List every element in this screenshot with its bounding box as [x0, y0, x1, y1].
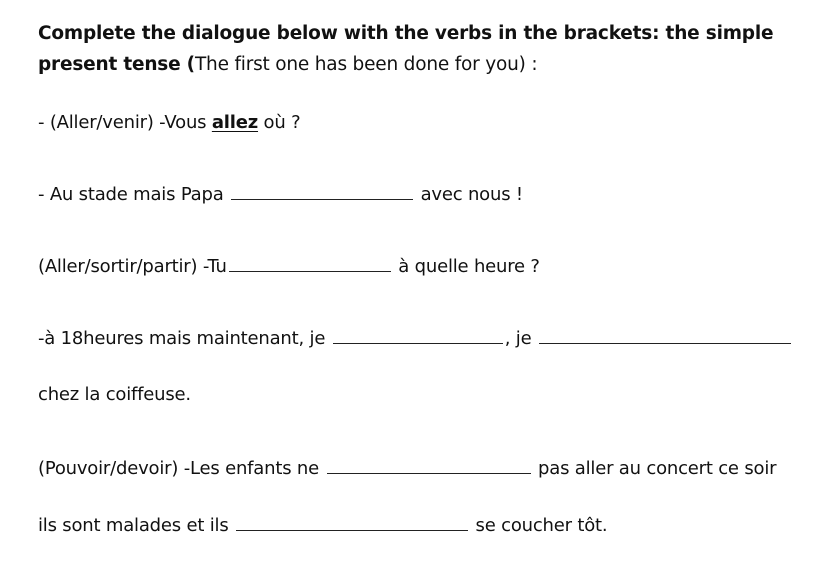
dialogue-line-2: [38, 181, 523, 207]
line2-prefix: - Au stade mais Papa: [38, 184, 230, 205]
line3-prefix: (Aller/sortir/partir) -Tu: [38, 256, 227, 277]
dialogue-line-6: [38, 455, 776, 481]
blank-line-6[interactable]: [327, 455, 531, 474]
line7-suffix: se coucher tôt.: [470, 515, 608, 536]
example-answer: allez: [211, 112, 259, 133]
instruction-bold-text: present tense (: [38, 54, 195, 75]
line6-suffix: pas aller au concert ce soir: [532, 458, 777, 479]
instruction-rest-text: The first one has been done for you) :: [194, 54, 538, 75]
instruction-text-1: Complete the dialogue below with the verbs in the brackets: the simple: [38, 23, 774, 44]
dialogue-line-5: [38, 383, 191, 407]
blank-line-4a[interactable]: [333, 325, 503, 344]
line7-prefix: ils sont malades et ils: [38, 515, 235, 536]
dialogue-line-1: [38, 111, 300, 135]
line5-text: chez la coiffeuse.: [38, 384, 191, 405]
blank-line-7[interactable]: [236, 512, 468, 531]
instruction-line-1: [38, 22, 773, 46]
instruction-line-2: [38, 53, 537, 77]
line1-suffix: où ?: [258, 112, 301, 133]
dialogue-line-3: [38, 253, 540, 279]
line4-middle: , je: [504, 328, 537, 349]
blank-line-2[interactable]: [231, 181, 413, 200]
line3-suffix: à quelle heure ?: [392, 256, 540, 277]
dialogue-line-7: [38, 512, 607, 538]
line4-prefix: -à 18heures mais maintenant, je: [38, 328, 331, 349]
line1-prefix: - (Aller/venir) -Vous: [38, 112, 212, 133]
line2-suffix: avec nous !: [415, 184, 523, 205]
dialogue-line-4: [38, 325, 793, 351]
line6-prefix: (Pouvoir/devoir) -Les enfants ne: [38, 458, 325, 479]
blank-line-4b[interactable]: [539, 325, 791, 344]
blank-line-3[interactable]: [229, 253, 391, 272]
